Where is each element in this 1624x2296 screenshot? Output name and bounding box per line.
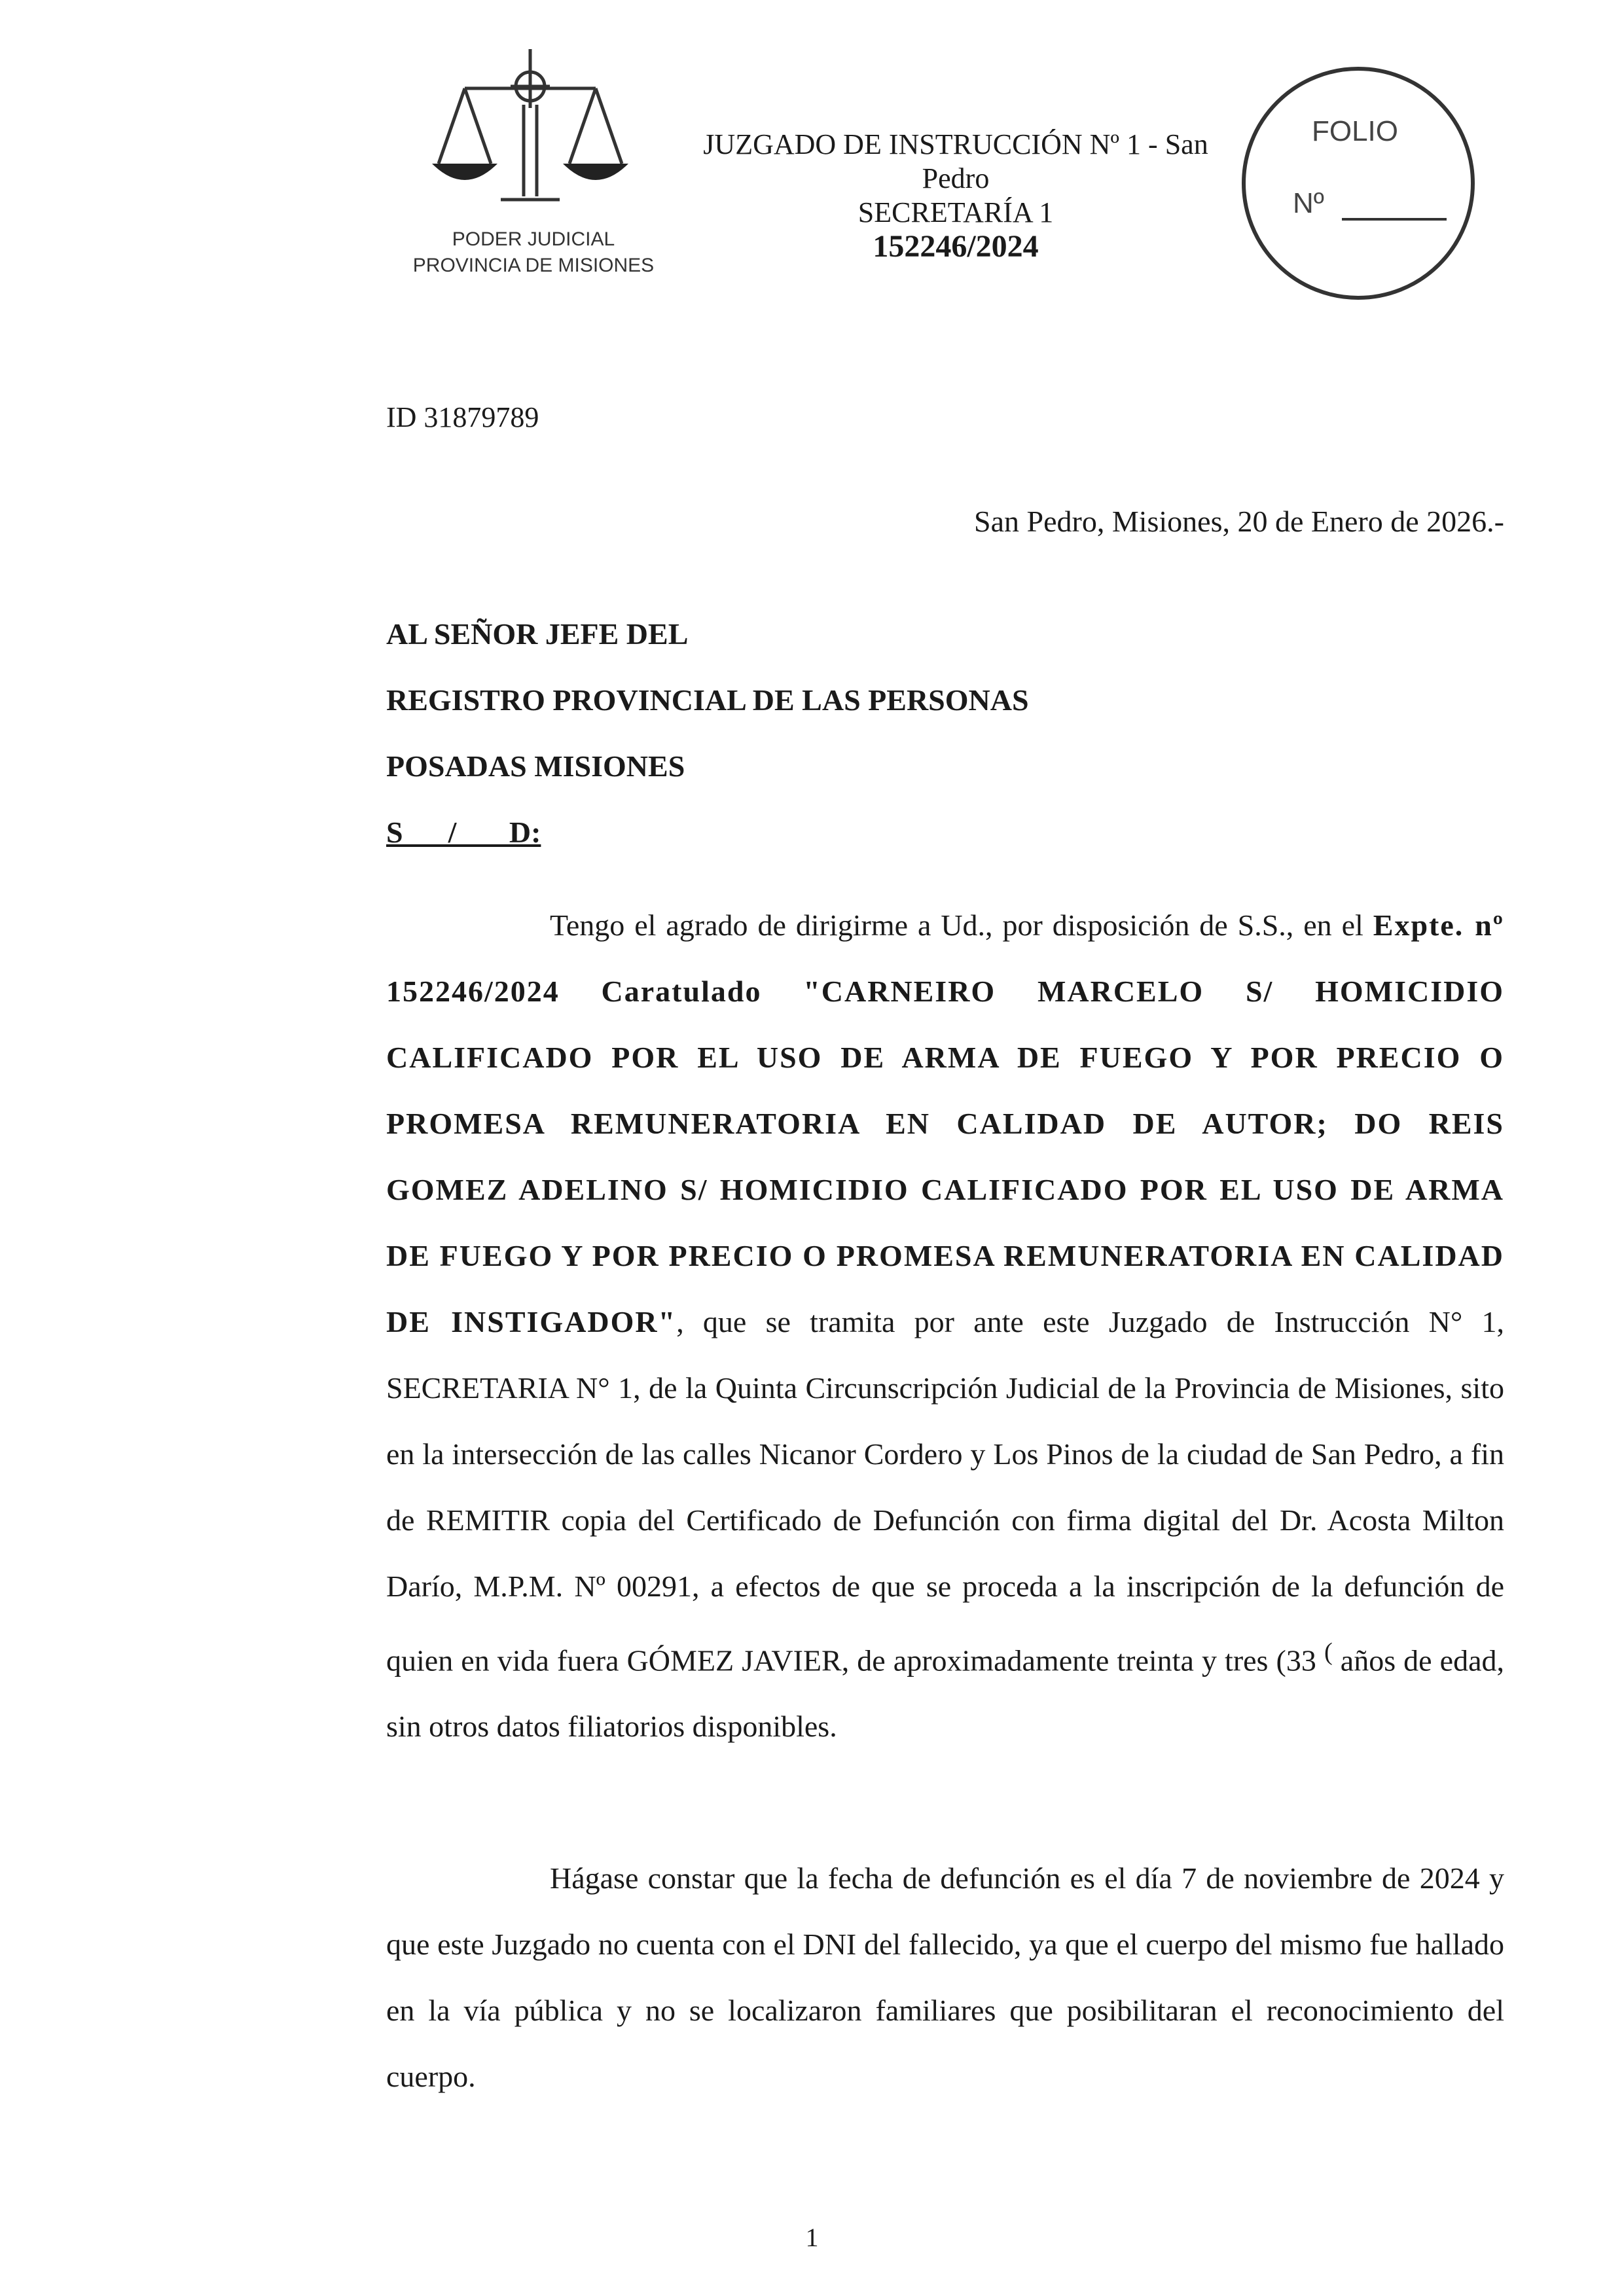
seal-line2: PROVINCIA DE MISIONES: [412, 255, 655, 276]
addressee-line2: REGISTRO PROVINCIAL DE LAS PERSONAS: [386, 683, 1029, 717]
paragraph-2: [386, 1845, 1504, 2109]
p1-case-title: Expte. nº 152246/2024 Caratulado "CARNEIRO MARCELO S/ HOMICIDIO CALIFICADO POR EL USO DE ARMA DE FUEGO Y POR PRECIO O PROMESA REMUNERATORIA EN CALIDAD DE AUTOR; DO REIS GOMEZ ADELINO S/ HOMICIDIO CALIFICADO POR EL USO DE ARMA DE FUEGO Y POR PRECIO O PROMESA REMUNERATORIA EN CALIDAD DE INSTIGADOR": [386, 908, 1504, 1338]
p1-body-end: años de edad, sin otros datos filiatorios disponibles.: [386, 1643, 1505, 1744]
folio-stamp: [1237, 62, 1479, 304]
addressee-line3: POSADAS MISIONES: [386, 749, 685, 783]
scales-of-justice-icon: [403, 39, 677, 288]
date-line: San Pedro, Misiones, 20 de Enero de 2026.-: [974, 505, 1504, 538]
folio-label: FOLIO: [1311, 115, 1399, 147]
addressee-line1: AL SEÑOR JEFE DEL: [386, 617, 689, 651]
folio-circle: [1244, 69, 1473, 298]
court-name: JUZGADO DE INSTRUCCIÓN Nº 1 - San Pedro: [703, 128, 1208, 194]
sd-line: S / D:: [386, 816, 541, 849]
p1-intro: Tengo el agrado de dirigirme a Ud., por disposición de S.S., en el: [550, 908, 1373, 942]
p1-paren: (: [1324, 1638, 1333, 1666]
paragraph-1: [386, 892, 1504, 1759]
p1-body: , que se tramita por ante este Juzgado de Instrucción N° 1, SECRETARIA N° 1, de la Quinta Circunscripción Judicial de la Provincia de Misiones, sito en la intersección de las calles Nicanor Cordero y Los Pinos de la ciudad de San Pedro, a fin de REMITIR copia del Certificado de Defunción con firma digital del Dr. Acosta Milton Darío, M.P.M. Nº 00291, a efectos de que se proceda a la inscripción de la defunción de quien en vida fuera GÓMEZ JAVIER, de aproximadamente treinta y tres (33: [386, 1305, 1504, 1677]
secretary-name: SECRETARÍA 1: [857, 196, 1054, 228]
folio-number-label: Nº: [1293, 187, 1324, 219]
poder-judicial-seal: [403, 39, 677, 288]
document-id: ID 31879789: [386, 401, 539, 433]
court-header: [668, 128, 1244, 264]
seal-line1: PODER JUDICIAL: [452, 228, 615, 250]
page-number: 1: [805, 2223, 819, 2252]
case-number: 152246/2024: [873, 229, 1039, 264]
addressee-block: [386, 601, 1029, 865]
p2-body: Hágase constar que la fecha de defunción es el día 7 de noviembre de 2024 y que este Juzgado no cuenta con el DNI del fallecido, ya que el cuerpo del mismo fue hallado en la vía pública y no se localizaron familiares que posibilitaran el reconocimiento del cuerpo.: [386, 1861, 1504, 2093]
